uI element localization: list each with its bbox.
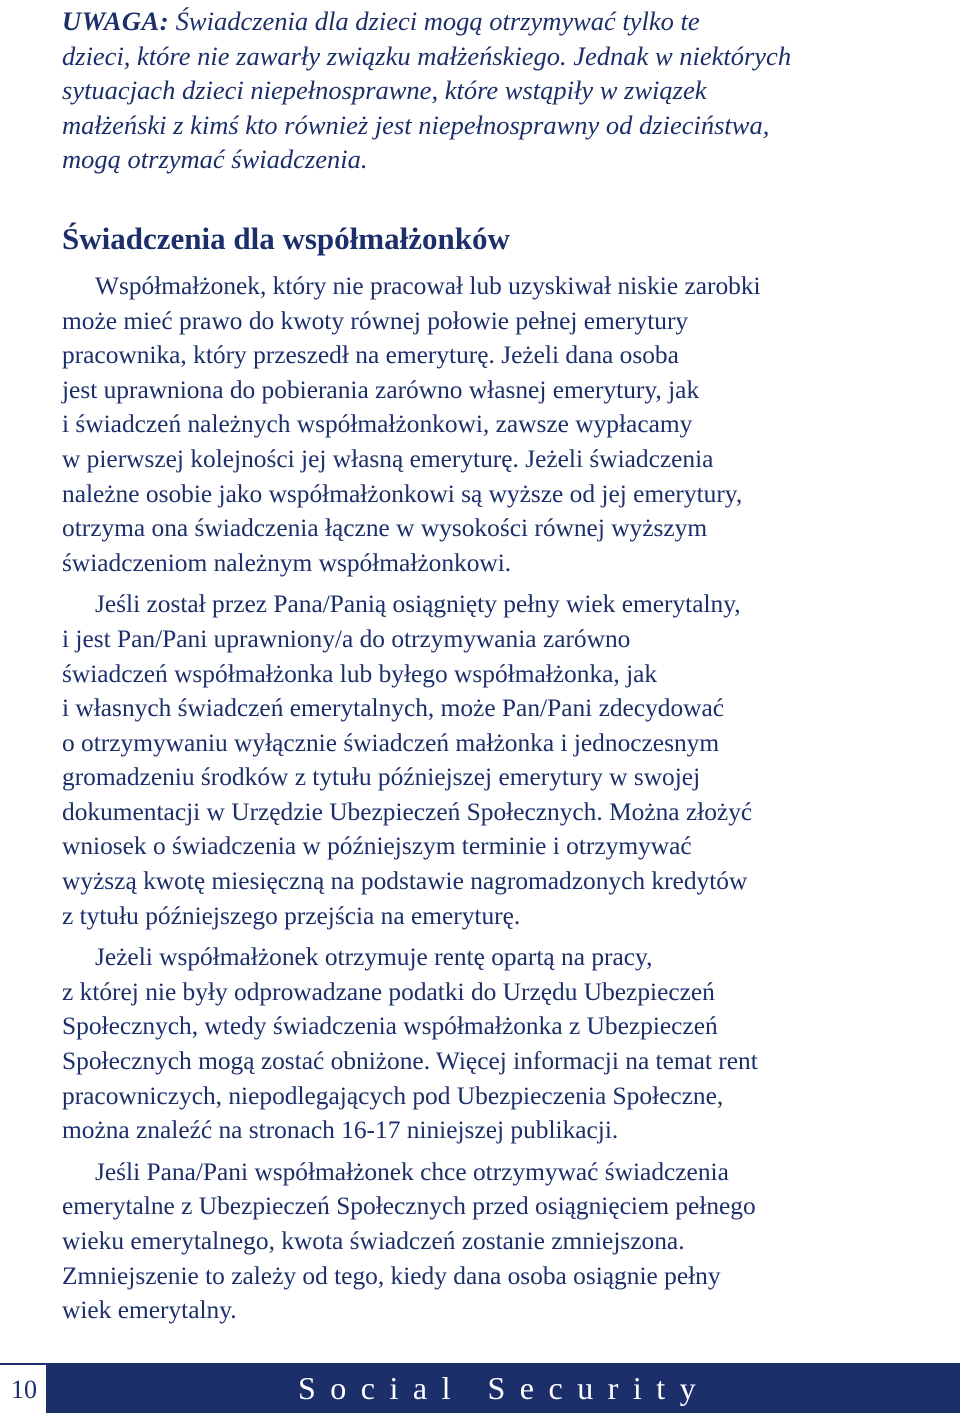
paragraph-4 xyxy=(62,1155,922,1328)
paragraph-line: pracowniczych, niepodlegających pod Ubezpieczenia Społeczne, xyxy=(62,1081,724,1110)
paragraph-line: wieku emerytalnego, kwota świadczeń zostanie zmniejszona. xyxy=(62,1227,685,1255)
note-line: mogą otrzymać świadczenia. xyxy=(62,144,368,175)
paragraph-line: świadczeniom należnym współmałżonkowi. xyxy=(62,548,512,577)
paragraph-line: i jest Pan/Pani uprawniony/a do otrzymywania zarówno xyxy=(62,624,631,653)
paragraph-line: może mieć prawo do kwoty równej połowie pełnej emerytury xyxy=(62,306,689,335)
paragraph-line: o otrzymywaniu wyłącznie świadczeń małżonka i jednoczesnym xyxy=(62,728,720,757)
paragraph-line: otrzyma ona świadczenia łączne w wysokości równej wyższym xyxy=(62,514,708,543)
paragraph-line: Jeśli Pana/Pani współmałżonek chce otrzymywać świadczenia xyxy=(95,1157,729,1186)
paragraph-line: wiek emerytalny. xyxy=(62,1296,237,1325)
paragraph-line: z której nie były odprowadzane podatki do Urzędu Ubezpieczeń xyxy=(62,977,715,1006)
page-number: 10 xyxy=(11,1375,37,1404)
note-line: sytuacjach dzieci niepełnosprawne, które wstąpiły w związek xyxy=(62,75,707,106)
paragraph-line: Zmniejszenie to zależy od tego, kiedy dana osoba osiągnie pełny xyxy=(62,1261,721,1290)
paragraph-line: świadczeń współmałżonka lub byłego współmałżonka, jak xyxy=(62,659,658,688)
paragraph-line: i własnych świadczeń emerytalnych, może Pan/Pani zdecydować xyxy=(62,694,725,723)
note-line xyxy=(62,4,922,39)
page-content xyxy=(62,4,922,1335)
paragraph-2 xyxy=(62,587,922,933)
note-block xyxy=(62,4,922,177)
paragraph-line: gromadzeniu środków z tytułu późniejszej emerytury w swojej xyxy=(62,763,701,792)
paragraph-line: Jeżeli współmałżonek otrzymuje rentę opartą na pracy, xyxy=(95,943,653,972)
paragraph-line: w pierwszej kolejności jej własną emeryturę. Jeżeli świadczenia xyxy=(62,444,714,473)
paragraph-line: Społecznych, wtedy świadczenia współmałżonka z Ubezpieczeń xyxy=(62,1012,718,1041)
paragraph-line: wyższą kwotę miesięczną na podstawie nagromadzonych kredytów xyxy=(62,867,748,896)
paragraph-3 xyxy=(62,940,922,1148)
page-number-box xyxy=(0,1363,48,1413)
paragraph-line: Współmałżonek, który nie pracował lub uzyskiwał niskie zarobki xyxy=(95,271,761,300)
note-line: małżeński z kimś kto również jest niepełnosprawny od dzieciństwa, xyxy=(62,109,770,140)
paragraph-line: należne osobie jako współmałżonkowi są wyższe od jej emerytury, xyxy=(62,479,743,508)
paragraph-line: jest uprawniona do pobierania zarówno własnej emerytury, jak xyxy=(62,375,700,404)
paragraph-line: i świadczeń należnych współmałżonkowi, zawsze wypłacamy xyxy=(62,410,693,439)
paragraph-line: dokumentacji w Urzędzie Ubezpieczeń Społecznych. Można złożyć xyxy=(62,797,753,826)
footer-title: Social Security xyxy=(298,1370,711,1406)
paragraph-line: wniosek o świadczenia w późniejszym terminie i otrzymywać xyxy=(62,832,692,861)
section-title: Świadczenia dla współmałżonków xyxy=(62,220,510,256)
paragraph-line: Społecznych mogą zostać obniżone. Więcej informacji na temat rent xyxy=(62,1047,758,1076)
paragraph-line: z tytułu późniejszego przejścia na emeryturę. xyxy=(62,901,521,930)
paragraph-line: można znaleźć na stronach 16-17 niniejszej publikacji. xyxy=(62,1116,619,1145)
paragraph-line: emerytalne z Ubezpieczeń Społecznych przed osiągnięciem pełnego xyxy=(62,1192,756,1221)
note-text: Świadczenia dla dzieci mogą otrzymywać tylko te xyxy=(169,6,700,36)
note-label: UWAGA: xyxy=(62,6,170,36)
footer-bar xyxy=(0,1363,960,1413)
note-line: dzieci, które nie zawarły związku małżeńskiego. Jednak w niektórych xyxy=(62,40,792,71)
paragraph-line: Jeśli został przez Pana/Panią osiągnięty pełny wiek emerytalny, xyxy=(95,590,741,619)
paragraph-1 xyxy=(62,269,922,580)
paragraph-line: pracownika, który przeszedł na emeryturę. Jeżeli dana osoba xyxy=(62,341,679,370)
